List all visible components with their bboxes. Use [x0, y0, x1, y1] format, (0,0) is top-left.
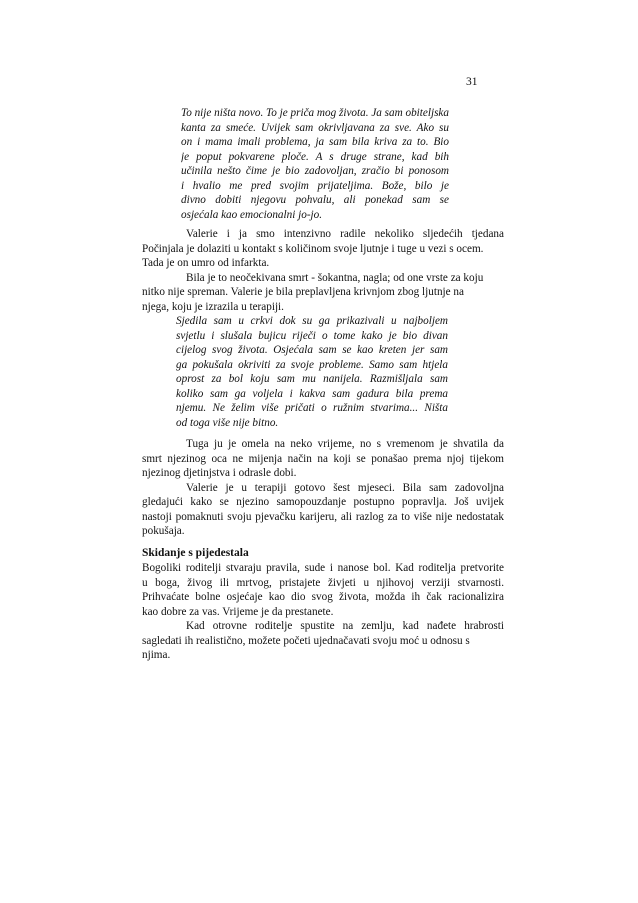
quote-line: divno dobiti njegovu pohvalu, ali ponekad sam se [181, 194, 449, 206]
paragraph-1 [142, 227, 504, 314]
section-heading: Skidanje s pijedestala [142, 547, 249, 559]
paragraph-line: Valerie je u terapiji gotovo šest mjeseci. Bila sam zadovoljna [186, 481, 504, 494]
paragraph-line: Tada je on umro od infarkta. [142, 257, 270, 269]
quote-line: oprost za bol koju sam mu nanijela. Razmišljala sam [176, 373, 448, 385]
quote-line: i hvalio me pred svojim prijateljima. Bože, bilo je [181, 179, 449, 192]
quote-line: svjetlu i slušala bujicu riječi o tome kako je bio divan [176, 329, 448, 342]
quote-line: To nije ništa novo. To je priča mog života. Ja sam obiteljska [181, 107, 449, 119]
paragraph-line: njezinog djetinjstva i odrasle dobi. [142, 467, 297, 479]
paragraph-line: Tuga ju je omela na neko vrijeme, no s vremenom je shvatila da [186, 438, 504, 450]
quote-block-2 [176, 314, 448, 430]
paragraph-line: njega, koju je izrazila u terapiji. [142, 300, 284, 313]
page-number: 31 [466, 76, 478, 88]
paragraph-line: Valerie i ja smo intenzivno radile nekoliko sljedećih tjedana [186, 228, 504, 240]
quote-line: osjećala kao emocionalni jo-jo. [181, 208, 323, 221]
paragraph-line: u boga, živog ili mrtvog, pristajete živjeti u njihovoj verziji stvarnosti. [142, 576, 504, 589]
quote-line: ga pokušala okriviti za svoje probleme. Samo sam htjela [176, 358, 448, 371]
quote-line: kanta za smeće. Uvijek sam okrivljavana za sve. Ako su [181, 121, 449, 134]
quote-line: cijelog svog života. Osjećala sam se kao kreten jer sam [176, 344, 448, 356]
quote-line: on i mama imali problema, ja sam bila kriva za to. Bio [181, 136, 449, 148]
paragraph-line: Prihvaćate bolne osjećaje kao dio svog života, možda ih čak racionalizira [142, 591, 504, 603]
paragraph-line: Počinjala je dolaziti u kontakt s količinom svoje ljutnje i tuge u vezi s ocem. [142, 242, 484, 255]
paragraph-line: Bogoliki roditelji stvaraju pravila, sude i nanose bol. Kad roditelja pretvorite [142, 562, 504, 574]
paragraph-line: nastoji pomaknuti svoju pjevačku karijeru, ali razlog za to više nije nedostatak [142, 510, 504, 523]
quote-line: je poput pokvarene ploče. A s druge strane, kad bih [181, 150, 449, 163]
quote-line: od toga više nije bitno. [176, 416, 279, 429]
quote-line: učinila nešto čime je bio zadovoljan, zračio bi ponosom [181, 165, 449, 177]
paragraph-line: njima. [142, 649, 171, 661]
paragraph-line: sagledati ih realistično, možete početi ujednačavati svoju moć u odnosu s [142, 634, 470, 647]
paragraph-line: kao dobre za vas. Vrijeme je da prestanete. [142, 605, 334, 618]
paragraph-line: nitko nije spreman. Valerie je bila preplavljena krivnjom zbog ljutnje na [142, 286, 464, 298]
quote-line: koliko sam ga voljela i kakva sam gadura bila prema [176, 387, 448, 400]
paragraph-2 [142, 437, 504, 539]
quote-block-1 [181, 106, 449, 222]
paragraph-line: pokušaja. [142, 525, 185, 537]
paragraph-line: gledajući kako se njezino samopouzdanje postupno popravlja. Još uvijek [142, 496, 504, 508]
quote-line: njemu. Ne želim više pričati o ružnim stvarima... Ništa [176, 402, 448, 414]
paragraph-line: Bila je to neočekivana smrt - šokantna, nagla; od one vrste za koju [186, 271, 484, 284]
paragraph-3 [142, 561, 504, 663]
paragraph-line: smrt njezinog oca ne mijenja način na koji se ponašao prema njoj tijekom [142, 452, 504, 465]
quote-line: Sjedila sam u crkvi dok su ga prikazivali u najboljem [176, 315, 448, 327]
paragraph-line: Kad otrovne roditelje spustite na zemlju, kad nađete hrabrosti [186, 620, 504, 632]
